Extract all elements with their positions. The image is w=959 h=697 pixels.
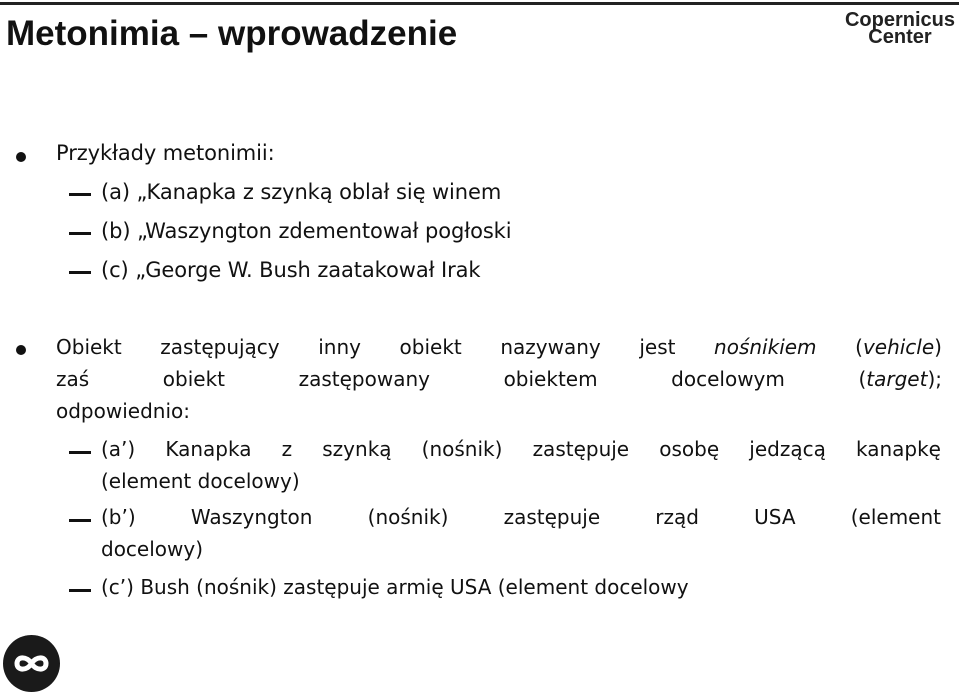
infinity-logo-icon [3, 635, 60, 692]
dash-marker [69, 271, 91, 274]
bullet-dot-definition [16, 345, 26, 355]
examples-heading: Przykłady metonimii: [56, 141, 275, 165]
sub-item-b-line-1: (b’) Waszyngton (nośnik) zastępuje rząd USA (element [101, 505, 941, 529]
sub-item-a-line-2: (element docelowy) [101, 469, 300, 493]
definition-line-3: odpowiednio: [56, 399, 190, 423]
example-item-a: (a) „Kanapka z szynką oblał się winem [101, 180, 502, 204]
sub-item-a-line-1: (a’) Kanapka z szynką (nośnik) zastępuje osobę jedzącą kanapkę [101, 437, 941, 461]
top-rule [0, 2, 959, 5]
sub-item-b-line-2: docelowy) [101, 537, 204, 561]
dash-marker [69, 232, 91, 235]
brand-line-1: Copernicus [844, 9, 955, 31]
dash-marker [69, 589, 91, 592]
brand-line-2: Center [868, 26, 932, 48]
example-item-c: (c) „George W. Bush zaatakował Irak [101, 258, 481, 282]
term-vehicle-en: vehicle [862, 335, 935, 359]
dash-marker [69, 451, 91, 454]
term-vehicle-pl: nośnikiem [714, 335, 817, 359]
dash-marker [69, 193, 91, 196]
sub-item-c-line-1: (c’) Bush (nośnik) zastępuje armię USA (element docelowy [101, 575, 689, 599]
example-item-b: (b) „Waszyngton zdementował pogłoski [101, 219, 512, 243]
copernicus-center-logo [844, 9, 955, 48]
definition-line-2: zaś obiekt zastępowany obiektem docelowym (target); [56, 367, 942, 391]
term-target-en: target [866, 367, 928, 391]
bullet-dot-examples [16, 152, 26, 162]
slide-title: Metonimia – wprowadzenie [6, 14, 458, 53]
dash-marker [69, 519, 91, 522]
definition-line-1: Obiekt zastępujący inny obiekt nazywany jest nośnikiem (vehicle) [56, 335, 942, 359]
